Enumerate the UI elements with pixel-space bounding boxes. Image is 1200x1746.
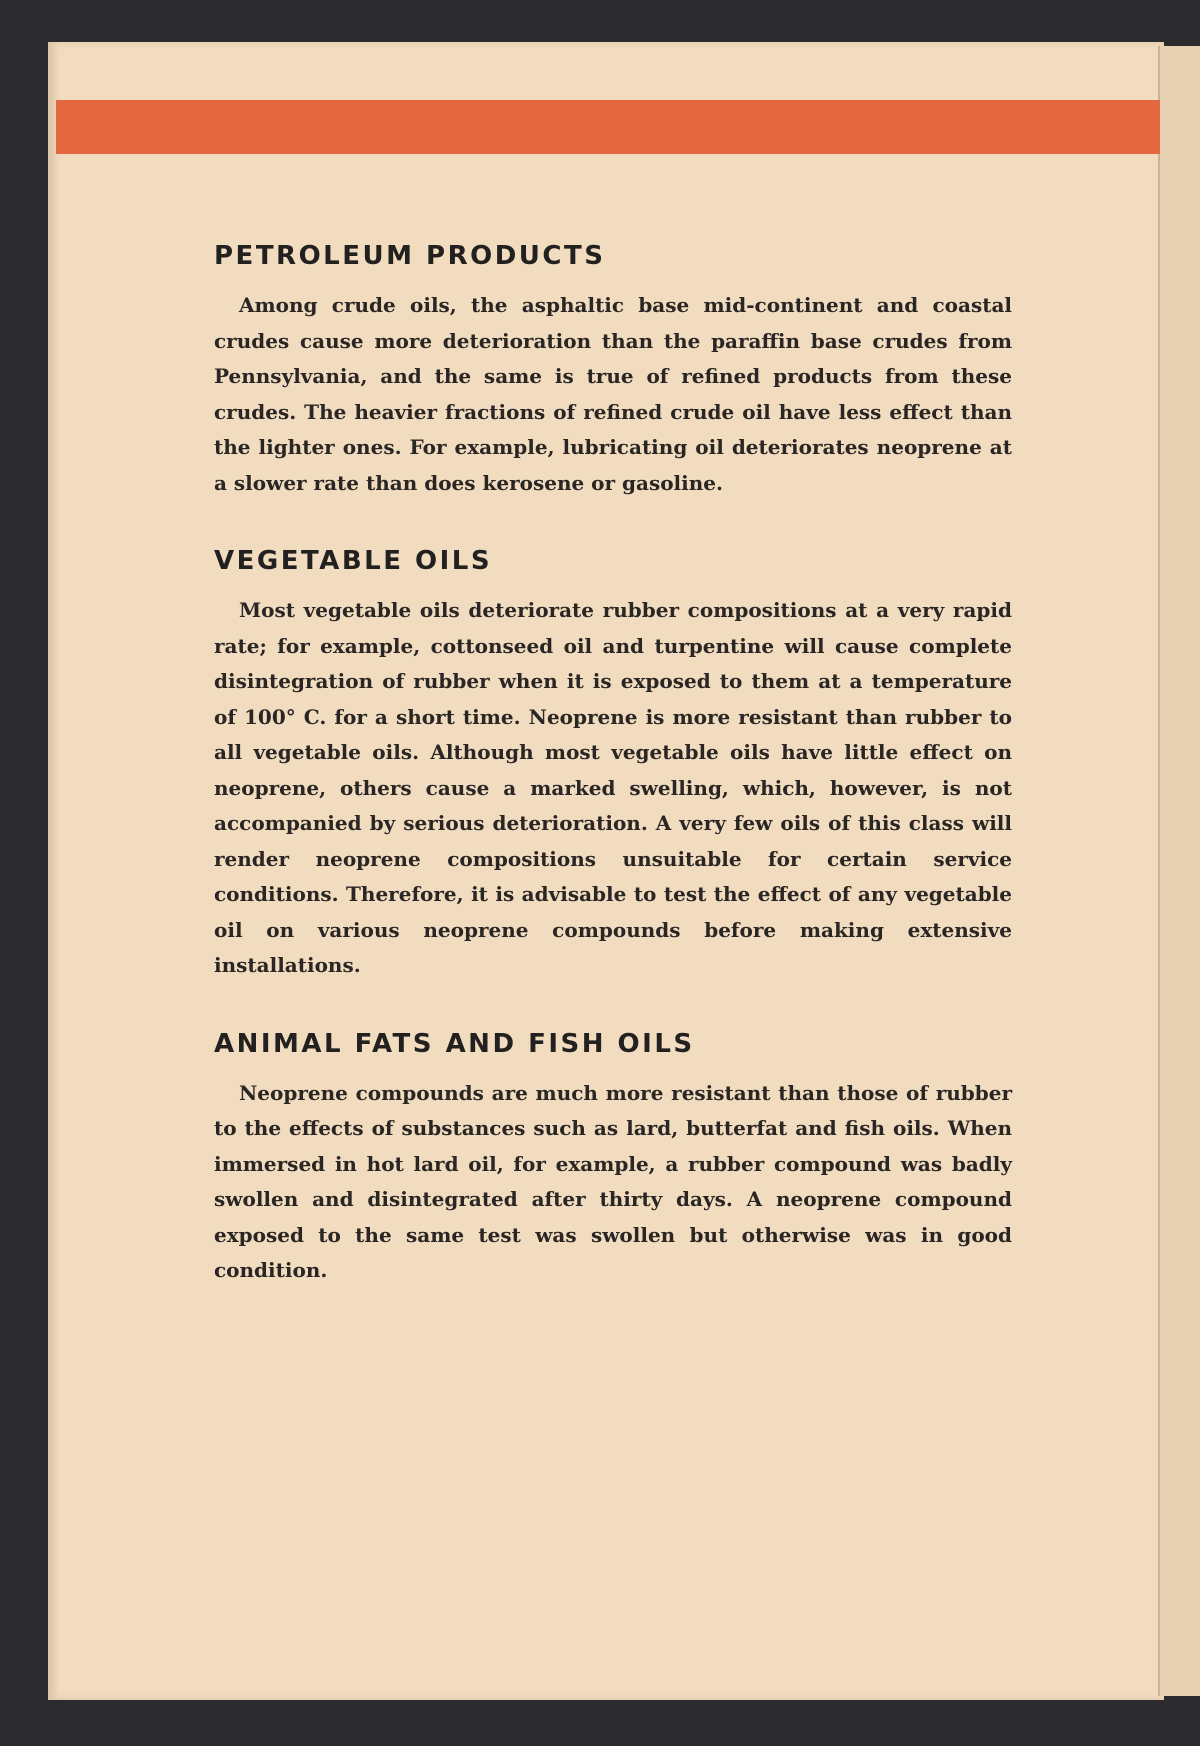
section-heading: ANIMAL FATS AND FISH OILS: [214, 1028, 695, 1059]
next-page-edge: [1158, 46, 1200, 1696]
section-paragraph: Most vegetable oils deteriorate rubber compositions at a very rapid rate; for example, cottonseed oil and turpentine will cause complete disintegration of rubber when it is exposed to them at a temperature of 100° C. for a short time. Neoprene is more resistant than rubber to all vegetable oils. Although most vegetable oils have little effect on neoprene, others cause a marked swelling, which, however, is not accompanied by serious deterioration. A very few oils of this class will render neoprene compositions unsuitable for certain service conditions. Therefore, it is advisable to test the effect of any vegetable oil on various neoprene compounds before making extensive installations.: [214, 598, 1012, 977]
header-color-band: [56, 100, 1160, 154]
section-heading: PETROLEUM PRODUCTS: [214, 241, 606, 271]
section-animal-fats-fish-oils: [214, 1024, 1012, 1289]
section-paragraph: Neoprene compounds are much more resistant than those of rubber to the effects of substances such as lard, butterfat and fish oils. When immersed in hot lard oil, for example, a rubber compound was badly swollen and disintegrated after thirty days. A neoprene compound exposed to the same test was swollen but otherwise was in good condition.: [214, 1080, 1012, 1282]
section-paragraph: Among crude oils, the asphaltic base mid-continent and coastal crudes cause more deterioration than the paraffin base crudes from Pennsylvania, and the same is true of refined products from these crudes. The heavier fractions of refined crude oil have less effect than the lighter ones. For example, lubricating oil deteriorates neoprene at a slower rate than does kerosene or gasoline.: [214, 293, 1012, 495]
section-petroleum-products: [214, 236, 1012, 501]
section-vegetable-oils: [214, 541, 1012, 984]
page-content: [214, 236, 1012, 1329]
section-heading: VEGETABLE OILS: [214, 546, 493, 576]
